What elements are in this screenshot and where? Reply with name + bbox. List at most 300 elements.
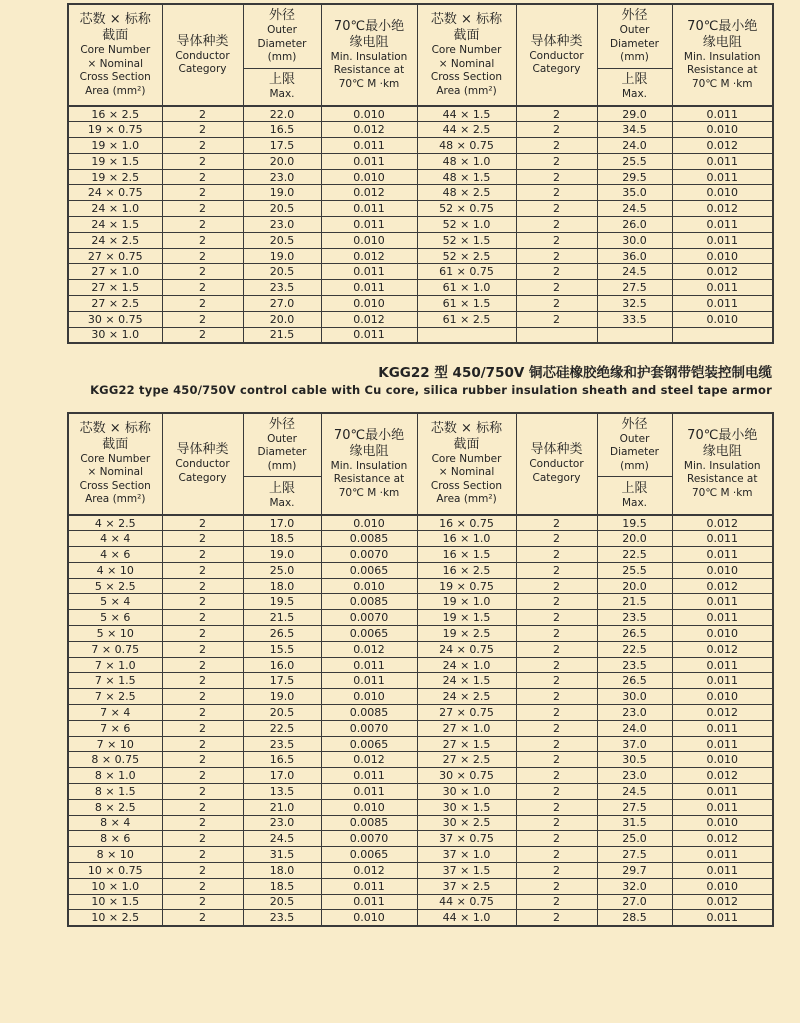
table-cell: 61 × 0.75 [417,264,516,280]
table-cell: 30 × 1.0 [417,784,516,800]
table-cell: 8 × 2.5 [68,799,162,815]
table-cell: 19 × 0.75 [417,578,516,594]
table-cell: 52 × 0.75 [417,201,516,217]
table-cell: 0.010 [321,689,417,705]
table-cell: 25.5 [597,153,672,169]
table-cell: 0.010 [321,232,417,248]
table-cell: 24.5 [597,201,672,217]
table-cell: 5 × 4 [68,594,162,610]
table-cell: 27.0 [597,894,672,910]
table-cell: 2 [162,610,243,626]
table-cell: 25.0 [597,831,672,847]
table-cell: 2 [516,894,597,910]
table-cell: 0.011 [321,657,417,673]
header-resistance-cn-line1: 70℃最小绝 [333,427,405,443]
table-cell: 0.011 [321,138,417,154]
table-cell: 8 × 6 [68,831,162,847]
table-cell: 20.0 [243,153,321,169]
table-cell: 27.5 [597,280,672,296]
header-resistance-en-line2: Resistance at [333,64,405,77]
table-row [68,768,773,784]
table-cell: 0.012 [672,705,773,721]
header-diameter-en-line3: (mm) [620,459,649,472]
table-cell: 2 [516,562,597,578]
table-cell: 19 × 1.0 [68,138,162,154]
header-resistance-col-right [672,4,773,106]
table-cell: 2 [516,878,597,894]
header-core-en-line2: × Nominal [438,466,495,479]
table-cell: 0.011 [321,264,417,280]
table-cell: 33.5 [597,311,672,327]
table-cell: 24.0 [597,138,672,154]
table-cell: 18.0 [243,862,321,878]
table-cell: 2 [162,296,243,312]
table-cell: 2 [162,784,243,800]
table-cell: 23.5 [597,657,672,673]
table-cell: 27 × 1.5 [417,736,516,752]
header-core-en-line2: × Nominal [87,57,144,70]
table-cell: 29.0 [597,106,672,122]
table-cell: 0.0085 [321,705,417,721]
table-cell: 0.0085 [321,815,417,831]
table-cell: 20.0 [597,531,672,547]
table-cell: 24 × 2.5 [417,689,516,705]
table-cell: 2 [516,153,597,169]
table-cell: 2 [162,217,243,233]
table-cell: 52 × 2.5 [417,248,516,264]
table-cell: 2 [162,768,243,784]
table-row [68,799,773,815]
table-cell: 30 × 0.75 [68,311,162,327]
header-resistance-en-line1: Min. Insulation [330,50,408,63]
table-cell: 24 × 1.5 [417,673,516,689]
table-cell: 23.5 [243,280,321,296]
table-cell: 0.011 [321,280,417,296]
table-row [68,784,773,800]
table-cell: 0.0070 [321,547,417,563]
table-cell: 2 [516,752,597,768]
table-cell: 2 [162,878,243,894]
table-cell: 2 [516,531,597,547]
header-diameter-cn: 外径 [621,416,648,432]
table-cell: 21.5 [597,594,672,610]
table-row [68,878,773,894]
table-cell: 2 [516,169,597,185]
header-conductor-en-line2: Category [178,471,227,484]
table-cell: 30.5 [597,752,672,768]
section-title-block [67,364,772,399]
table-cell [597,327,672,343]
table-cell: 5 × 6 [68,610,162,626]
header-core-en-line4: Area (mm²) [85,84,146,97]
header-core-en-line2: × Nominal [87,466,144,479]
table-cell: 19 × 1.0 [417,594,516,610]
table-row [68,515,773,531]
table-cell: 4 × 6 [68,547,162,563]
header-diameter-en-line2: Diameter [609,37,660,50]
header-core-en-line4: Area (mm²) [436,493,497,506]
table-cell: 27 × 1.5 [68,280,162,296]
table-cell: 0.011 [672,736,773,752]
table-cell: 0.0065 [321,736,417,752]
header-core-en-line3: Cross Section [79,71,151,83]
table-cell: 2 [162,201,243,217]
table-cell: 17.0 [243,768,321,784]
table-cell: 0.010 [672,815,773,831]
table-row [68,531,773,547]
table-row [68,831,773,847]
table-row [68,736,773,752]
table-cell: 0.0085 [321,594,417,610]
table-cell: 16.5 [243,122,321,138]
table-cell: 2 [516,626,597,642]
table-cell: 8 × 4 [68,815,162,831]
table-row [68,264,773,280]
table-cell: 26.0 [597,217,672,233]
table-cell: 32.0 [597,878,672,894]
table-cell: 0.011 [672,153,773,169]
header-core-en-line3: Cross Section [430,71,503,83]
table-cell: 52 × 1.5 [417,232,516,248]
table-cell: 0.011 [672,217,773,233]
table-cell: 2 [516,296,597,312]
table-cell: 8 × 10 [68,847,162,863]
table-cell: 2 [162,910,243,926]
table-cell: 17.0 [243,515,321,531]
table-cell: 2 [162,894,243,910]
table-cell: 52 × 1.0 [417,217,516,233]
header-core-cn-line1: 芯数 × 标称 [79,12,151,27]
table-cell: 2 [162,248,243,264]
header-conductor-en-line1: Conductor [529,49,584,62]
table-cell: 37.0 [597,736,672,752]
header-diameter-en-line1: Outer [267,24,297,36]
table-cell: 19.5 [243,594,321,610]
header-resistance-col-left [321,413,417,515]
header-core-cn-line2: 截面 [453,436,480,452]
table-cell: 2 [516,280,597,296]
table-cell: 0.011 [672,280,773,296]
table-cell: 30.0 [597,232,672,248]
table-cell: 2 [516,122,597,138]
table-cell: 7 × 0.75 [68,641,162,657]
table-cell: 2 [516,106,597,122]
table-cell: 23.0 [243,815,321,831]
header-core-en-line1: Core Number [80,44,151,56]
table-cell: 5 × 2.5 [68,578,162,594]
table-cell: 0.011 [321,894,417,910]
section-title-en: KGG22 type 450/750V control cable with Cu core, silica rubber insulation sheath and steel tape armor [90,382,772,397]
table-cell: 0.010 [321,910,417,926]
header-core-en-line2: × Nominal [438,57,495,70]
header-core-en-line3: Cross Section [79,479,151,492]
table-cell: 0.0070 [321,720,417,736]
table-cell: 0.012 [321,752,417,768]
header-resistance-cn-line2: 缘电阻 [349,443,389,459]
header-conductor-cn: 导体种类 [176,442,229,458]
table-cell: 0.011 [672,847,773,863]
header-resistance-en-line2: Resistance at [333,473,405,486]
table-cell: 0.0065 [321,847,417,863]
table-cell: 0.011 [672,232,773,248]
table-cell: 0.011 [321,878,417,894]
table-cell: 19.0 [243,248,321,264]
table-cell: 23.0 [597,705,672,721]
table-cell: 2 [516,673,597,689]
table-row [68,705,773,721]
table-row [68,657,773,673]
table-cell: 31.5 [243,847,321,863]
header-max-cn: 上限 [268,72,295,87]
table-cell: 61 × 1.0 [417,280,516,296]
table-cell: 5 × 10 [68,626,162,642]
spec-table-1 [67,3,774,344]
header-max-subcell-right [597,477,672,515]
table-row [68,894,773,910]
table-cell: 7 × 6 [68,720,162,736]
table-cell: 0.011 [672,594,773,610]
table-cell: 10 × 1.0 [68,878,162,894]
header-max-en: Max. [269,496,295,509]
table-cell: 37 × 1.0 [417,847,516,863]
table-cell: 21.5 [243,610,321,626]
table-cell: 30 × 0.75 [417,768,516,784]
table-cell: 2 [162,862,243,878]
table-cell: 0.0065 [321,626,417,642]
table-cell: 2 [162,106,243,122]
table-cell: 16 × 0.75 [417,515,516,531]
table-cell: 0.0070 [321,610,417,626]
table-cell: 48 × 1.0 [417,153,516,169]
header-core-col-left [68,4,162,106]
table-cell: 2 [516,720,597,736]
table-cell: 0.011 [672,799,773,815]
table-row [68,610,773,626]
header-diameter-en-line1: Outer [267,432,297,445]
table-cell: 29.7 [597,862,672,878]
table-cell: 19 × 0.75 [68,122,162,138]
header-resistance-en-line1: Min. Insulation [330,459,408,472]
table-cell: 7 × 2.5 [68,689,162,705]
header-diameter-en-line2: Diameter [257,446,307,459]
table-cell: 2 [162,578,243,594]
header-conductor-cn: 导体种类 [530,33,583,49]
header-resistance-cn-line2: 缘电阻 [702,34,742,50]
table-cell: 2 [516,784,597,800]
table-cell: 0.010 [672,122,773,138]
table-cell: 27 × 1.0 [68,264,162,280]
table-cell: 0.010 [672,626,773,642]
table-cell: 16 × 2.5 [417,562,516,578]
table-row [68,122,773,138]
table-cell: 2 [516,910,597,926]
table-cell: 2 [516,232,597,248]
table-cell: 26.5 [597,626,672,642]
table-cell: 0.011 [672,910,773,926]
table-row [68,578,773,594]
document-page [0,3,800,1023]
table-cell: 16 × 2.5 [68,106,162,122]
table-cell: 34.5 [597,122,672,138]
table-cell: 0.010 [321,799,417,815]
table-cell: 0.011 [672,106,773,122]
header-resistance-en-line3: 70℃ M ·km [338,486,400,499]
table-cell: 24 × 0.75 [417,641,516,657]
table-cell: 32.5 [597,296,672,312]
header-core-en-line1: Core Number [431,44,502,56]
table-cell: 24 × 1.0 [68,201,162,217]
header-core-en-line3: Cross Section [430,479,503,492]
table-cell: 0.011 [672,169,773,185]
table-cell: 7 × 4 [68,705,162,721]
table-cell: 20.5 [243,705,321,721]
table-cell: 10 × 1.5 [68,894,162,910]
table-cell: 7 × 1.5 [68,673,162,689]
table-cell: 16 × 1.0 [417,531,516,547]
table-row [68,847,773,863]
table-cell: 2 [516,185,597,201]
header-core-en-line1: Core Number [431,452,502,465]
table-row [68,169,773,185]
table-cell: 0.012 [321,185,417,201]
table-cell: 0.011 [672,720,773,736]
table-cell: 2 [162,641,243,657]
header-core-col-right [417,4,516,106]
table-cell: 2 [516,862,597,878]
header-core-col-right [417,413,516,515]
table-cell: 2 [516,847,597,863]
spec-table-1-header [68,4,773,106]
table-cell: 2 [516,736,597,752]
table-cell: 48 × 0.75 [417,138,516,154]
table-cell: 2 [162,515,243,531]
table-cell: 0.012 [672,138,773,154]
table-cell: 23.5 [243,910,321,926]
header-resistance-en-line3: 70℃ M ·km [691,77,753,90]
table-cell: 44 × 2.5 [417,122,516,138]
header-conductor-en-line1: Conductor [529,458,584,471]
table-cell: 0.012 [672,201,773,217]
header-resistance-en-line3: 70℃ M ·km [691,486,753,499]
table-cell: 19.0 [243,185,321,201]
table-cell: 19 × 2.5 [68,169,162,185]
table-cell: 37 × 1.5 [417,862,516,878]
table-cell: 2 [162,657,243,673]
header-diameter-en-line3: (mm) [267,51,297,63]
header-max-cn: 上限 [268,480,295,496]
table-cell: 19 × 1.5 [68,153,162,169]
table-cell: 16 × 1.5 [417,547,516,563]
table-cell: 0.011 [321,201,417,217]
table-cell: 24.5 [243,831,321,847]
header-resistance-col-left [321,4,417,106]
table-cell [672,327,773,343]
header-core-col-left [68,413,162,515]
header-core-cn-line2: 截面 [453,28,480,43]
table-cell: 26.5 [243,626,321,642]
table-cell: 18.0 [243,578,321,594]
table-cell: 0.011 [321,784,417,800]
header-resistance-en-line3: 70℃ M ·km [338,77,400,90]
table-cell: 4 × 4 [68,531,162,547]
table-cell: 0.010 [672,562,773,578]
table-cell: 48 × 1.5 [417,169,516,185]
table-cell: 44 × 1.0 [417,910,516,926]
table-row [68,106,773,122]
table-cell: 2 [162,547,243,563]
header-diameter-en-line2: Diameter [257,37,307,50]
table-cell: 2 [516,547,597,563]
table-cell: 30 × 1.5 [417,799,516,815]
header-conductor-en-line2: Category [532,63,581,75]
table-cell: 19.0 [243,547,321,563]
table-cell: 48 × 2.5 [417,185,516,201]
table-cell [516,327,597,343]
table-cell: 0.012 [321,311,417,327]
table-cell: 20.0 [243,311,321,327]
header-max-en: Max. [269,88,295,100]
header-resistance-col-right [672,413,773,515]
header-max-cn: 上限 [621,480,648,496]
table-cell: 2 [516,641,597,657]
header-outer-diameter-col-left [243,4,321,68]
table-cell: 22.5 [597,547,672,563]
table-cell: 2 [516,515,597,531]
header-diameter-en-line3: (mm) [267,459,297,472]
table-cell: 2 [516,610,597,626]
table-cell: 2 [516,815,597,831]
table-row [68,673,773,689]
table-cell: 18.5 [243,531,321,547]
header-conductor-col-left [162,4,243,106]
table-cell: 2 [516,594,597,610]
table-cell: 24.5 [597,784,672,800]
table-cell: 27 × 0.75 [417,705,516,721]
table-cell: 19.0 [243,689,321,705]
table-cell: 0.010 [672,248,773,264]
table-cell: 0.012 [672,515,773,531]
table-cell: 2 [516,311,597,327]
table-cell: 2 [162,594,243,610]
table-cell: 0.011 [321,327,417,343]
table-row [68,201,773,217]
table-cell: 0.012 [672,578,773,594]
table-cell: 2 [516,831,597,847]
table-row [68,626,773,642]
header-max-en: Max. [621,88,648,100]
table-cell: 2 [516,248,597,264]
table-cell: 23.0 [243,169,321,185]
table-cell: 0.010 [321,106,417,122]
table-cell: 2 [516,657,597,673]
header-conductor-cn: 导体种类 [176,33,229,49]
table-cell: 0.012 [672,768,773,784]
table-cell: 2 [162,736,243,752]
table-cell: 24 × 1.0 [417,657,516,673]
table-cell: 2 [162,815,243,831]
table-cell: 8 × 1.5 [68,784,162,800]
header-core-en-line1: Core Number [80,452,151,465]
section-title-cn: KGG22 型 450/750V 铜芯硅橡胶绝缘和护套钢带铠装控制电缆 [378,364,772,381]
table-cell: 25.5 [597,562,672,578]
table-cell: 20.5 [243,264,321,280]
header-max-en: Max. [621,496,648,509]
header-resistance-en-line1: Min. Insulation [683,459,761,472]
table-row [68,910,773,926]
table-cell: 2 [162,264,243,280]
table-cell: 27.0 [243,296,321,312]
table-cell: 10 × 2.5 [68,910,162,926]
